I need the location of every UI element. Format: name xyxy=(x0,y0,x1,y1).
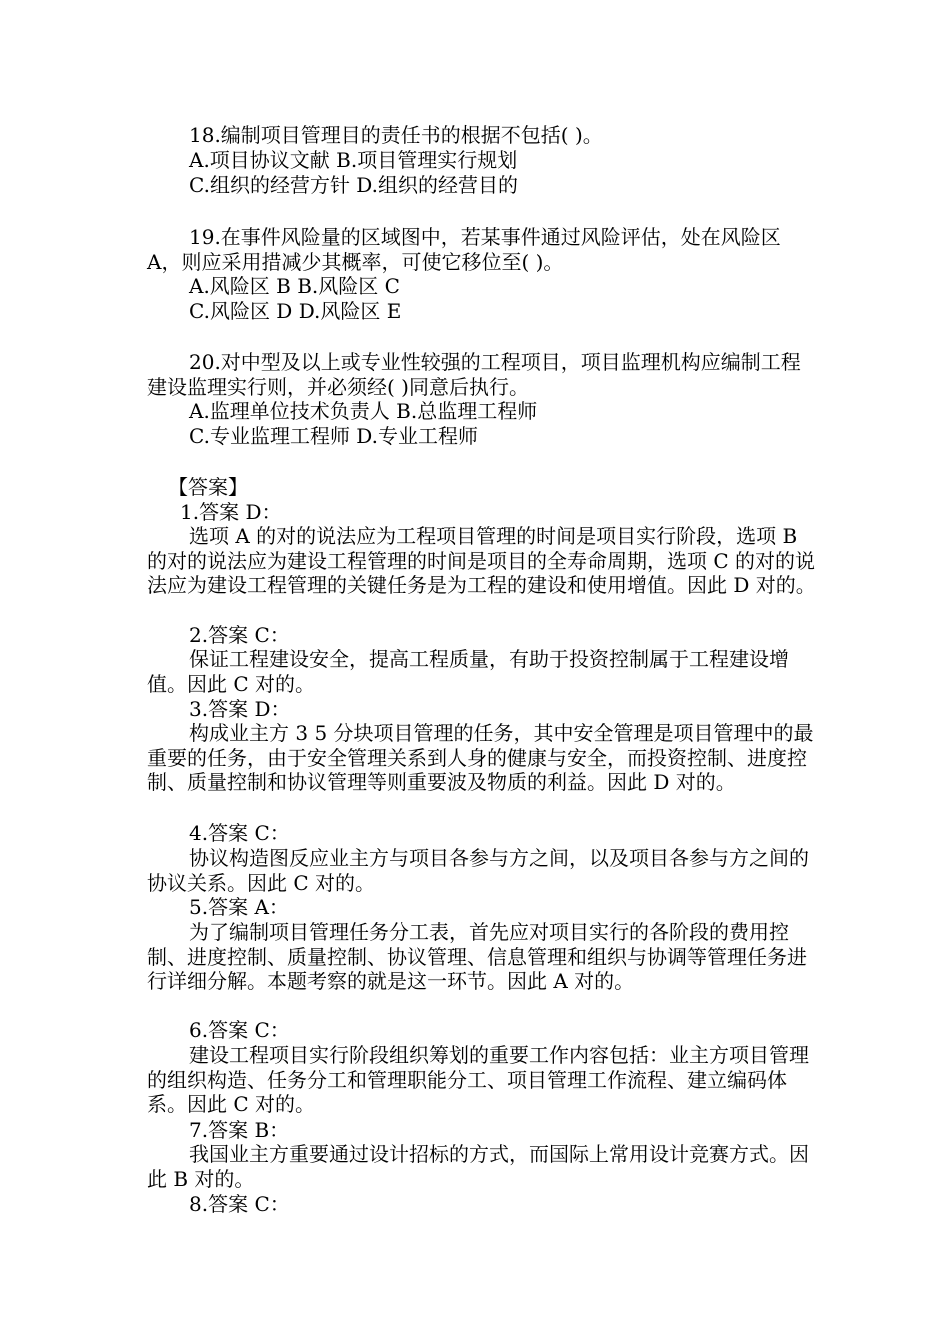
question-18-options-cd: C.组织的经营方针 D.组织的经营目的 xyxy=(189,173,518,197)
answer-7-head: 7.答案 B： xyxy=(189,1118,290,1142)
question-19-options-cd: C.风险区 D D.风险区 E xyxy=(189,299,402,323)
answer-5-head: 5.答案 A： xyxy=(189,895,289,919)
question-20-options-cd: C.专业监理工程师 D.专业工程师 xyxy=(189,424,478,448)
answer-3-head: 3.答案 D： xyxy=(189,697,291,721)
answer-2-head: 2.答案 C： xyxy=(189,623,290,647)
answer-5-body: 为了编制项目管理任务分工表，首先应对项目实行的各阶段的费用控制、进度控制、质量控制、协议管理、信息管理和组织与协调等管理任务进行详细分解。本题考察的就是这一环节。因此 A 对的。 xyxy=(147,920,807,994)
answer-7-body: 我国业主方重要通过设计招标的方式，而国际上常用设计竞赛方式。因此 B 对的。 xyxy=(147,1142,809,1191)
question-18-stem: 18.编制项目管理目的责任书的根据不包括( )。 xyxy=(189,123,603,147)
answer-6-head: 6.答案 C： xyxy=(189,1018,290,1042)
answer-1-head: 1.答案 D： xyxy=(180,500,282,524)
answer-8-head: 8.答案 C： xyxy=(189,1192,290,1216)
question-20-options-ab: A.监理单位技术负责人 B.总监理工程师 xyxy=(189,399,538,423)
question-20-stem: 20.对中型及以上或专业性较强的工程项目，项目监理机构应编制工程建设监理实行则，并必须经( )同意后执行。 xyxy=(147,350,801,399)
answer-1-body: 选项 A 的对的说法应为工程项目管理的时间是项目实行阶段，选项 B 的对的说法应为建设工程管理的时间是项目的全寿命周期，选项 C 的对的说法应为建设工程管理的关键任务是为工程的建设和使用增值。因此 D 对的。 xyxy=(147,524,816,598)
answers-title: 【答案】 xyxy=(168,475,248,499)
answer-4-head: 4.答案 C： xyxy=(189,821,290,845)
question-19-options-ab: A.风险区 B B.风险区 C xyxy=(189,274,400,298)
answer-4-body: 协议构造图反应业主方与项目各参与方之间，以及项目各参与方之间的协议关系。因此 C 对的。 xyxy=(147,846,809,895)
question-19-stem: 19.在事件风险量的区域图中，若某事件通过风险评估，处在风险区 A，则应采用措减少其概率，可使它移位至( )。 xyxy=(147,225,781,274)
answer-2-body: 保证工程建设安全，提高工程质量，有助于投资控制属于工程建设增值。因此 C 对的。 xyxy=(147,647,789,696)
answer-6-body: 建设工程项目实行阶段组织筹划的重要工作内容包括：业主方项目管理的组织构造、任务分工和管理职能分工、项目管理工作流程、建立编码体系。因此 C 对的。 xyxy=(147,1043,809,1117)
answer-3-body: 构成业主方 3 5 分块项目管理的任务，其中安全管理是项目管理中的最重要的任务，由于安全管理关系到人身的健康与安全，而投资控制、进度控制、质量控制和协议管理等则重要波及物质的利益。因此 D 对的。 xyxy=(147,721,814,795)
question-18-options-ab: A.项目协议文献 B.项目管理实行规划 xyxy=(189,148,518,172)
